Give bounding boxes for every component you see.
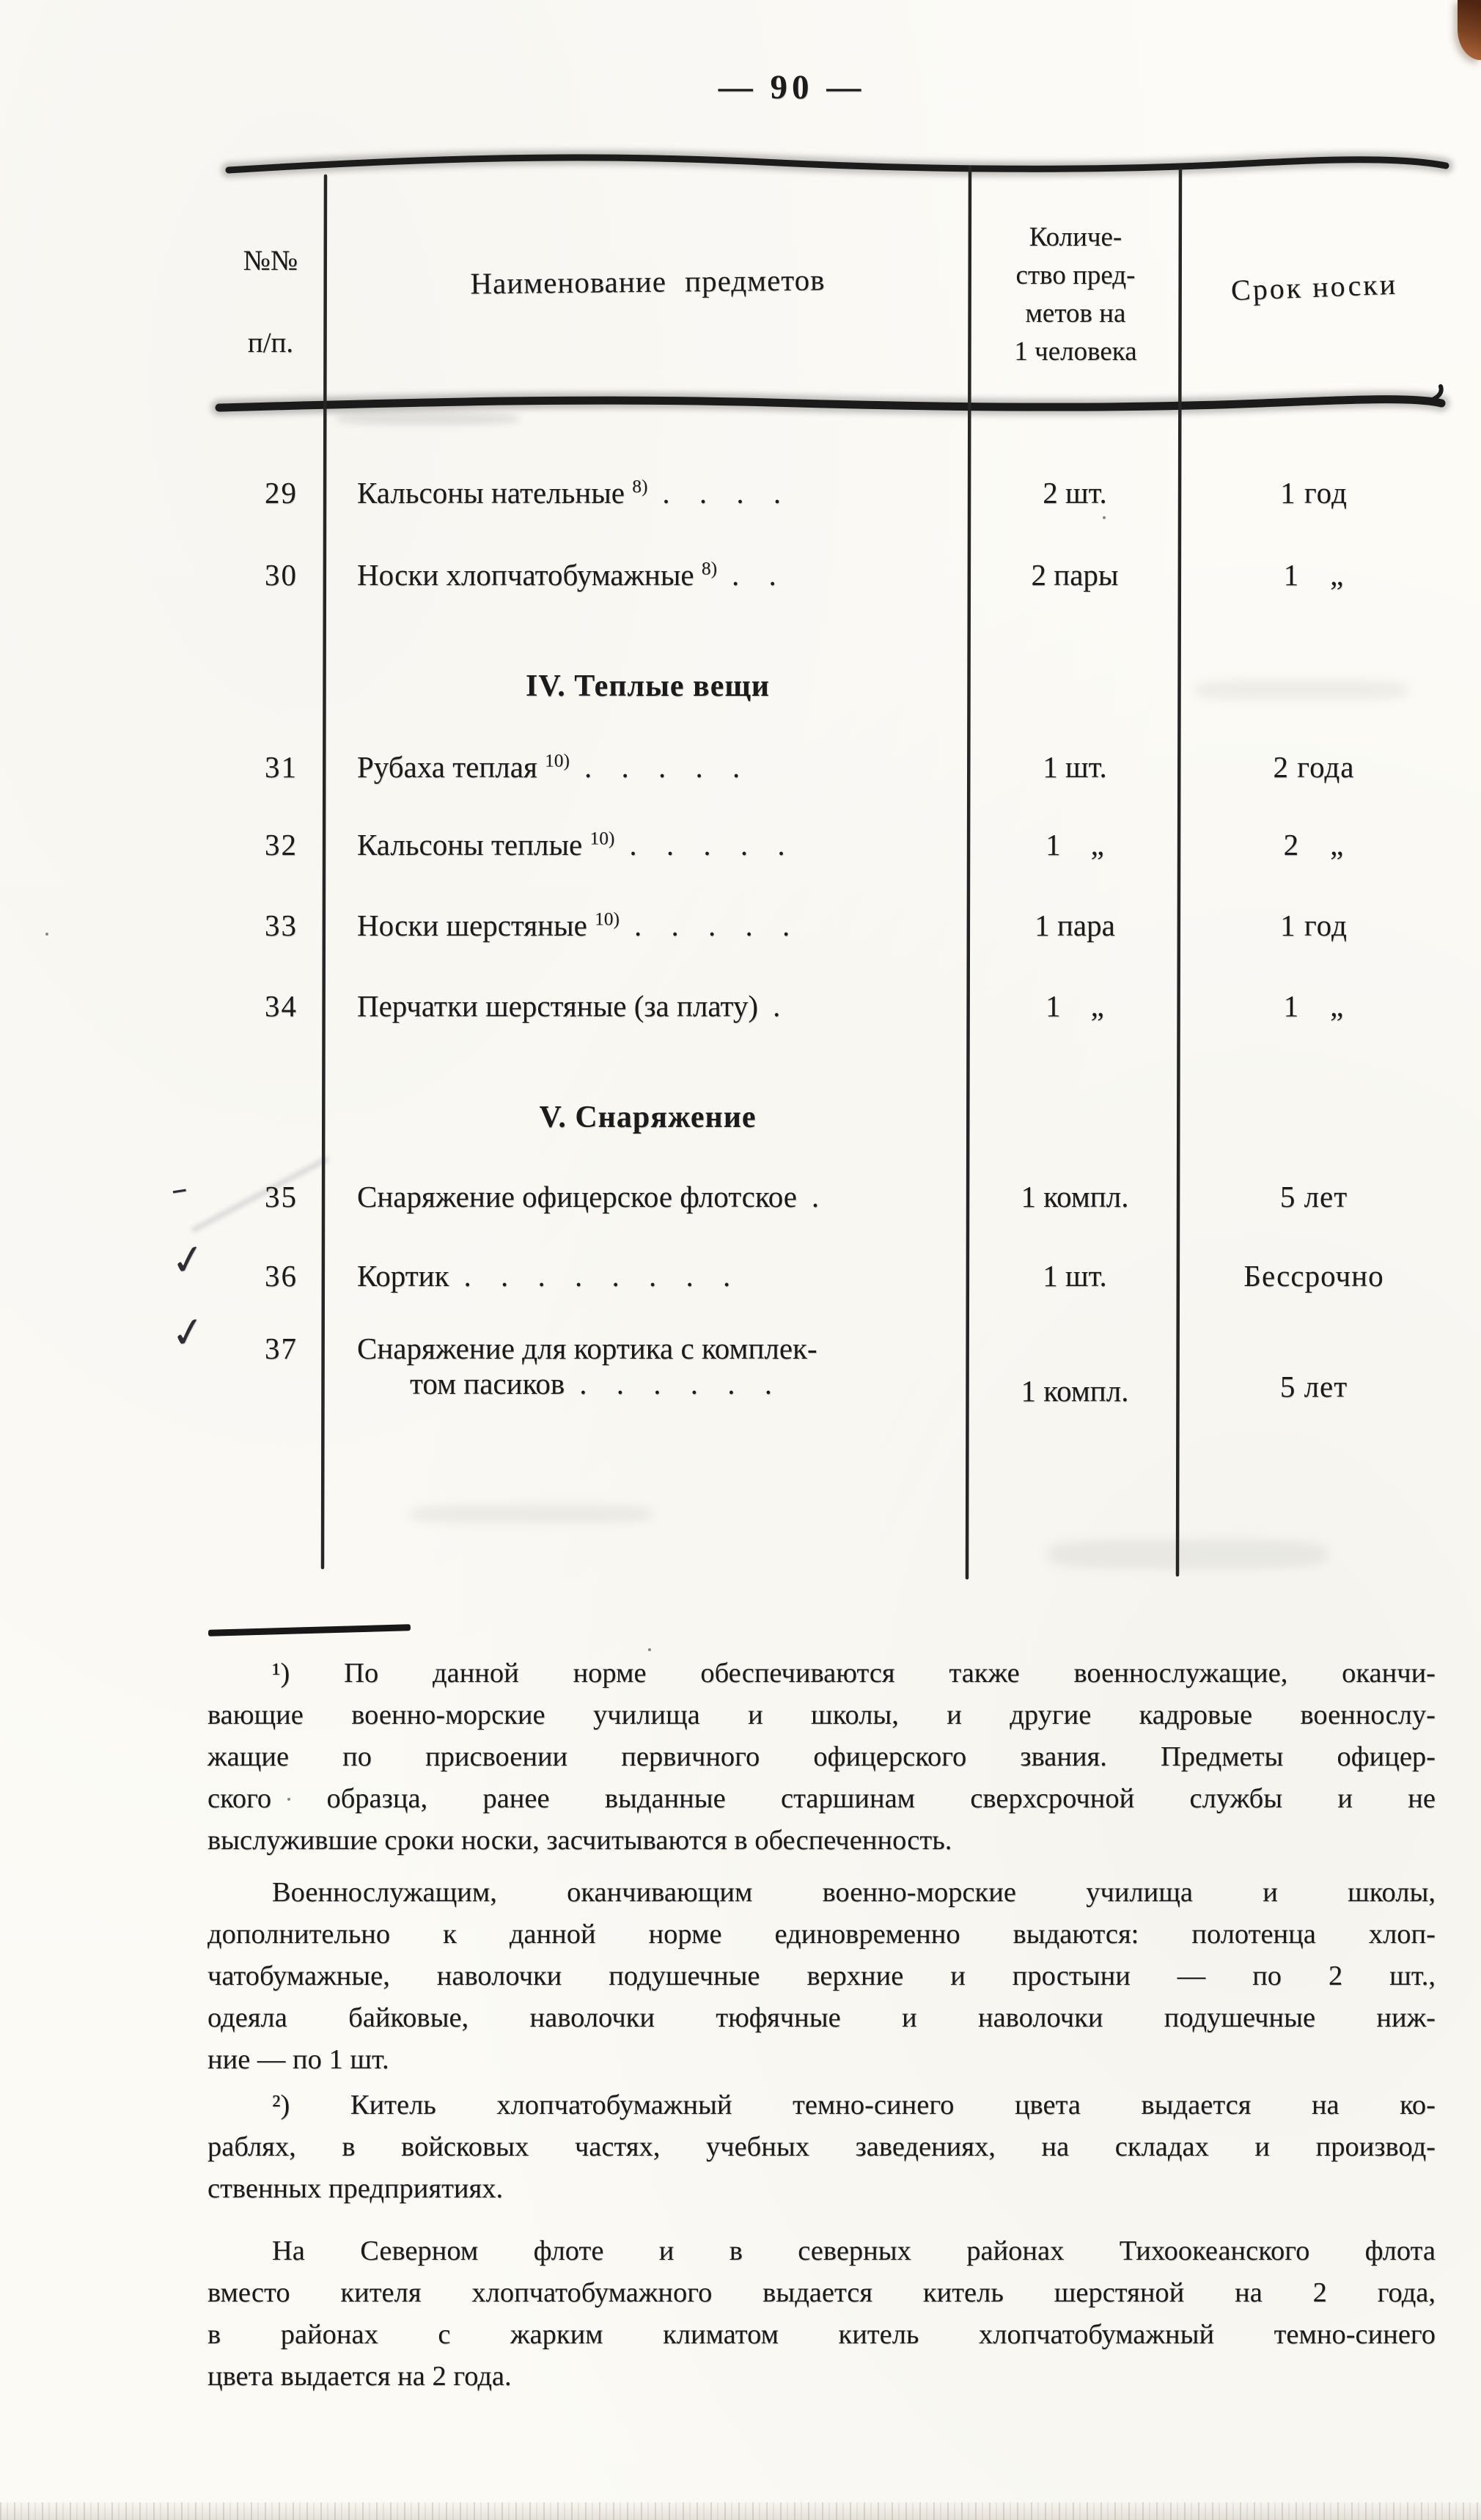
item-quantity: 1 пара bbox=[1035, 908, 1115, 942]
item-name: Снаряжение офицерское флотское . bbox=[357, 1180, 820, 1213]
footnote-line: ственных предприятиях. bbox=[207, 2173, 504, 2204]
item-quantity: 1 „ bbox=[1045, 989, 1104, 1023]
dot-leader: . bbox=[773, 989, 781, 1023]
item-name: Кальсоны теплые $^{10)}$ . . . . . bbox=[357, 828, 785, 862]
item-wear-term: 1 год bbox=[1280, 908, 1348, 942]
item-quantity: 1 „ bbox=[1045, 828, 1104, 862]
scan-speck bbox=[648, 1648, 651, 1651]
item-name: Кортик . . . . . . . . bbox=[357, 1259, 731, 1293]
dot-leader: . . . . . bbox=[584, 750, 740, 784]
page-number: — 90 — bbox=[718, 68, 866, 106]
footnote-1 bbox=[207, 1653, 1436, 1862]
footnote-line: цвета выдается на 2 года. bbox=[207, 2361, 512, 2392]
header-col-quantity-line: 1 человека bbox=[1014, 337, 1137, 367]
footnote-line: вместо кителя хлопчатобумажного выдается китель шерстяной на 2 года, bbox=[207, 2277, 1436, 2308]
item-name: Снаряжение для кортика с комплек- том пасиков . . . . . . bbox=[357, 1331, 970, 1401]
section-heading-iv: IV. Теплые вещи bbox=[526, 669, 770, 703]
item-wear-term: 5 лет bbox=[1279, 1180, 1348, 1213]
footnote-line: дополнительно к данной норме единовременно выдаются: полотенца хлоп- bbox=[207, 1919, 1436, 1950]
dot-leader: . . . . . . bbox=[579, 1367, 773, 1400]
header-col-number-line1: №№ bbox=[243, 245, 298, 276]
footnote-2 bbox=[207, 2084, 1436, 2210]
table-row-34 bbox=[0, 988, 1481, 1040]
item-name-second-line: том пасиков . . . . . . bbox=[410, 1367, 773, 1400]
bleed-through-ghost bbox=[411, 1505, 653, 1524]
footnote-line: ского образца, ранее выданные старшинам сверхсрочной службы и не bbox=[207, 1783, 1436, 1814]
row-number: 36 bbox=[265, 1259, 298, 1293]
item-quantity: 1 компл. bbox=[1021, 1374, 1129, 1408]
table-row-31 bbox=[0, 749, 1481, 801]
footnote-line: жащие по присвоении первичного офицерского звания. Предметы офицер- bbox=[207, 1741, 1436, 1772]
item-wear-term: 1 „ bbox=[1283, 989, 1345, 1023]
header-col-quantity-line: Количе- bbox=[1029, 222, 1122, 252]
footnote-2-paragraph-2 bbox=[207, 2230, 1436, 2398]
footnote-1-paragraph-2 bbox=[207, 1872, 1436, 2081]
footnote-ref: 10) bbox=[595, 908, 620, 930]
row-number: 37 bbox=[265, 1331, 298, 1365]
dot-leader: . . bbox=[732, 558, 776, 592]
item-wear-term: 1 „ bbox=[1283, 558, 1345, 592]
item-name: Носки шерстяные $^{10)}$ . . . . . bbox=[357, 908, 790, 942]
header-col-quantity-line: ство пред- bbox=[1015, 260, 1136, 290]
item-quantity: 1 шт. bbox=[1043, 750, 1107, 784]
row-number: 29 bbox=[265, 476, 298, 510]
item-name: Перчатки шерстяные (за плату) . bbox=[357, 989, 781, 1023]
handwritten-dash-mark: – bbox=[168, 1169, 191, 1209]
table-row-37 bbox=[0, 1307, 1481, 1426]
table-row-29 bbox=[0, 475, 1481, 526]
dot-leader: . . . . . bbox=[629, 828, 785, 862]
section-heading-v: V. Снаряжение bbox=[539, 1101, 757, 1134]
footnote-line: одеяла байковые, наволочки тюфячные и наволочки подушечные ниж- bbox=[207, 2002, 1436, 2033]
row-number: 35 bbox=[265, 1180, 298, 1213]
footnote-line: ²) Китель хлопчатобумажный темно-синего цвета выдается на ко- bbox=[272, 2090, 1436, 2120]
footnote-line: На Северном флоте и в северных районах Тихоокеанского флота bbox=[272, 2236, 1436, 2266]
table-row-30 bbox=[0, 557, 1481, 609]
binding-corner-mark bbox=[1458, 0, 1481, 60]
item-quantity: 1 компл. bbox=[1021, 1180, 1129, 1213]
bleed-through-ghost bbox=[1048, 1540, 1327, 1569]
item-name: Носки хлопчатобумажные $^{8)}$ . . bbox=[357, 558, 776, 592]
footnote-line: выслужившие сроки носки, засчитываются в обеспеченность. bbox=[207, 1825, 952, 1856]
handwritten-check-mark: ✓ bbox=[167, 1307, 209, 1359]
header-col-wear-term: Срок носки bbox=[1230, 267, 1398, 307]
row-number: 31 bbox=[265, 750, 298, 784]
item-name: Кальсоны нательные $^{8)}$ . . . . bbox=[357, 476, 782, 510]
footnote-line: вающие военно-морские училища и школы, и другие кадровые военнослу- bbox=[207, 1700, 1436, 1730]
table-row-36 bbox=[0, 1234, 1481, 1309]
row-number: 32 bbox=[265, 828, 298, 862]
dot-leader: . . . . . bbox=[633, 908, 790, 942]
item-wear-term: 1 год bbox=[1280, 476, 1348, 510]
footnote-ref: 8) bbox=[701, 558, 718, 579]
table-row-32 bbox=[0, 827, 1481, 878]
footnote-line: ¹) По данной норме обеспечиваются также военнослужащие, оканчи- bbox=[272, 1658, 1436, 1689]
footnote-ref: 10) bbox=[589, 828, 615, 849]
footnote-separator-rule bbox=[208, 1624, 411, 1636]
scan-edge-noise bbox=[0, 2502, 1481, 2520]
header-col-quantity bbox=[974, 218, 1177, 371]
row-number: 30 bbox=[265, 558, 298, 592]
handwritten-check-mark: ✓ bbox=[167, 1234, 209, 1287]
item-quantity: 1 шт. bbox=[1043, 1259, 1107, 1293]
header-col-quantity-line: метов на bbox=[1025, 298, 1126, 328]
dot-leader: . bbox=[811, 1180, 820, 1213]
table-row-33 bbox=[0, 908, 1481, 959]
row-number: 33 bbox=[265, 908, 298, 942]
bleed-through-ghost bbox=[1195, 680, 1408, 699]
item-wear-term: 5 лет bbox=[1279, 1370, 1348, 1403]
item-quantity: 2 пары bbox=[1031, 558, 1119, 592]
dot-leader: . . . . . . . . bbox=[463, 1259, 731, 1293]
header-col-number-line2: п/п. bbox=[247, 327, 294, 359]
footnote-ref: 8) bbox=[632, 476, 648, 497]
footnote-line: Военнослужащим, оканчивающим военно-морские училища и школы, bbox=[272, 1877, 1436, 1908]
dot-leader: . . . . bbox=[662, 476, 782, 510]
footnote-ref: 10) bbox=[545, 750, 570, 771]
item-wear-term: 2 „ bbox=[1283, 828, 1345, 862]
item-quantity: 2 шт. bbox=[1043, 476, 1107, 510]
scan-smudge bbox=[336, 413, 519, 425]
header-col-number bbox=[218, 220, 323, 384]
footnote-line: ние — по 1 шт. bbox=[207, 2044, 389, 2075]
table-row-35 bbox=[0, 1169, 1481, 1230]
footnote-line: в районах с жарким климатом китель хлопчатобумажный темно-синего bbox=[207, 2319, 1436, 2350]
footnote-line: чатобумажные, наволочки подушечные верхние и простыни — по 2 шт., bbox=[207, 1961, 1436, 1991]
row-number: 34 bbox=[265, 989, 298, 1023]
item-name: Рубаха теплая $^{10)}$ . . . . . bbox=[357, 750, 740, 784]
footnote-line: раблях, в войсковых частях, учебных заведениях, на складах и производ- bbox=[207, 2131, 1436, 2162]
item-wear-term: 2 года bbox=[1273, 750, 1355, 784]
header-col-item-name: Наименование предметов bbox=[470, 262, 826, 301]
item-wear-term: Бессрочно bbox=[1243, 1259, 1384, 1293]
